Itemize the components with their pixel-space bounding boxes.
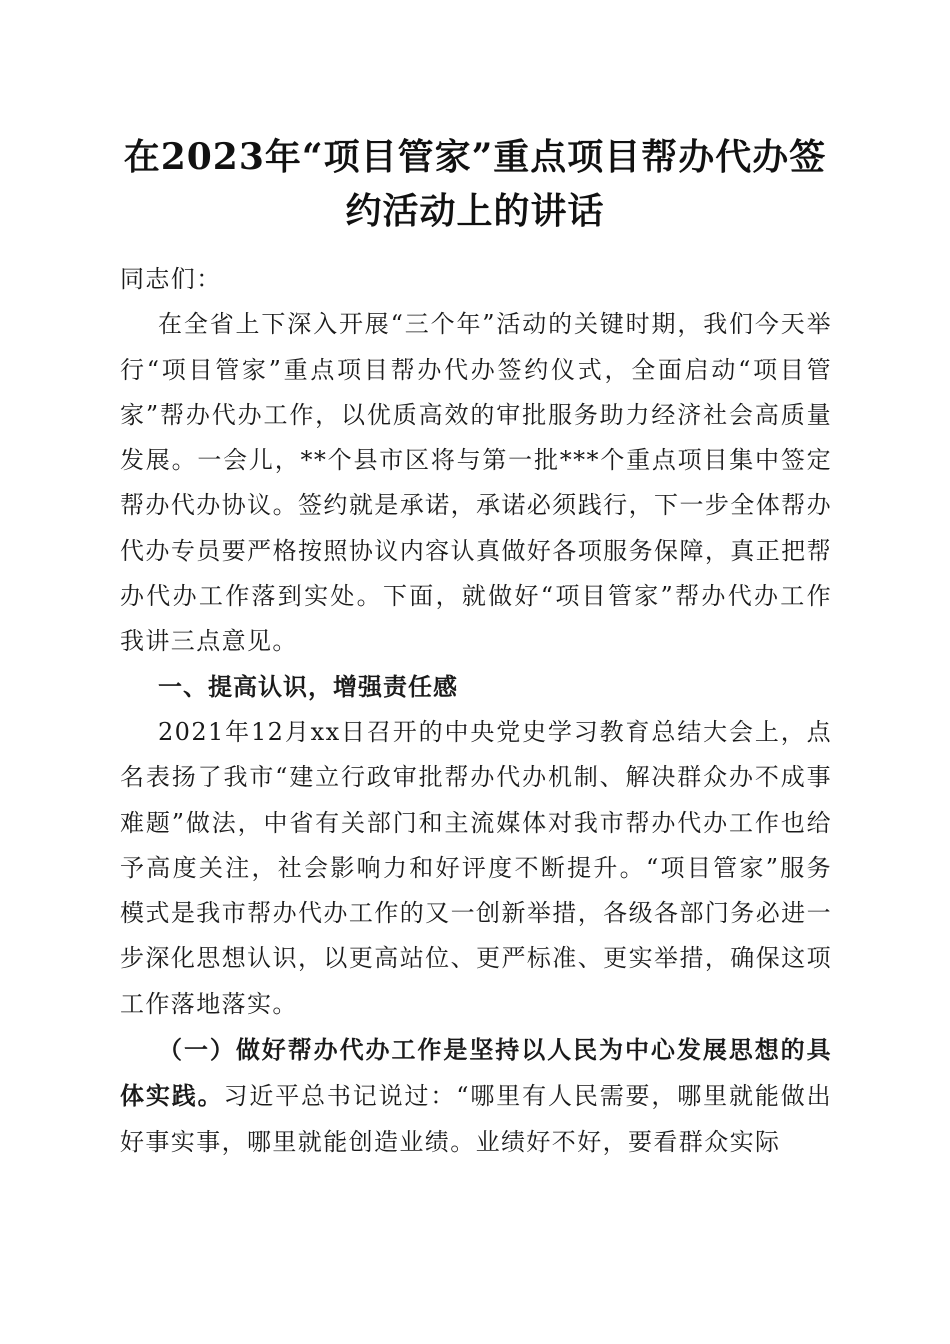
paragraph-3 xyxy=(120,1027,832,1165)
title-line-1: 在2023年“项目管家”重点项目帮办代办签 xyxy=(123,136,827,178)
paragraph-2: 2021年12月xx日召开的中央党史学习教育总结大会上，点名表扬了我市“建立行政审批帮办代办机制、解决群众办不成事难题”做法，中省有关部门和主流媒体对我市帮办代办工作也给予高度关注，社会影响力和好评度不断提升。“项目管家”服务模式是我市帮办代办工作的又一创新举措，各级各部门务必进一步深化思想认识，以更高站位、更严标准、更实举措，确保这项工作落地落实。 xyxy=(120,717,832,1018)
document-title xyxy=(100,130,850,238)
salutation: 同志们： xyxy=(120,265,222,293)
subheading-1: （一）做好帮办代办工作是坚持以人民为中心发展思想的具体实践。 xyxy=(120,1035,832,1111)
section-heading-1: 一、提高认识，增强责任感 xyxy=(158,672,458,701)
title-line-2: 约活动上的讲话 xyxy=(345,190,605,232)
paragraph-3-text: 习近平总书记说过：“哪里有人民需要，哪里就能做出好事实事，哪里就能创造业绩。业绩好不好，要看群众实际 xyxy=(120,1082,832,1156)
document-body xyxy=(120,257,832,1165)
paragraph-1: 在全省上下深入开展“三个年”活动的关键时期，我们今天举行“项目管家”重点项目帮办代办签约仪式，全面启动“项目管家”帮办代办工作，以优质高效的审批服务助力经济社会高质量发展。一会儿，**个县市区将与第一批***个重点项目集中签定帮办代办协议。签约就是承诺，承诺必须践行，下一步全体帮办代办专员要严格按照协议内容认真做好各项服务保障，真正把帮办代办工作落到实处。下面，就做好“项目管家”帮办代办工作我讲三点意见。 xyxy=(120,310,832,656)
